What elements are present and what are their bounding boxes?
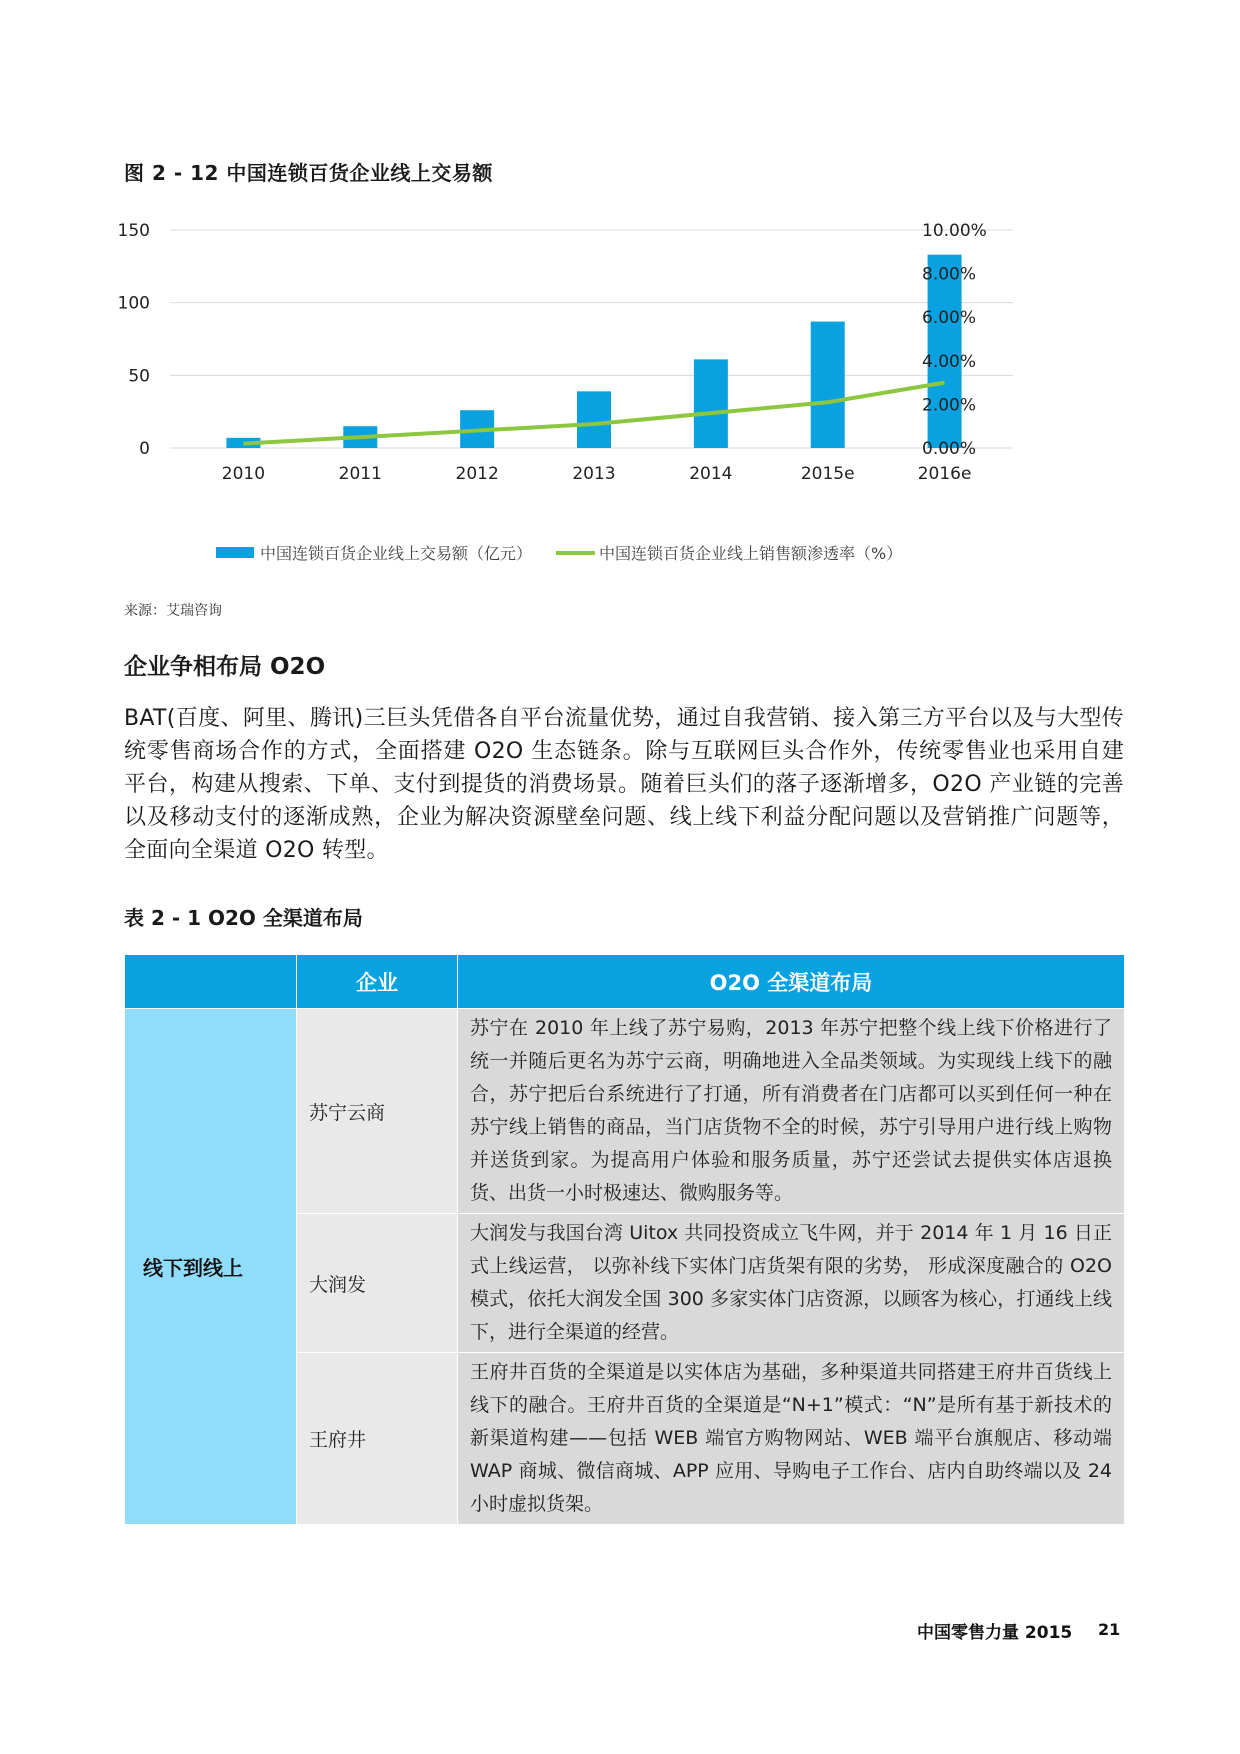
legend-bar-swatch <box>216 547 254 558</box>
description-cell: 王府井百货的全渠道是以实体店为基础，多种渠道共同搭建王府井百货线上线下的融合。王府井百货的全渠道是“N+1”模式：“N”是所有基于新技术的新渠道构建——包括 WEB 端官方购物网站、WEB 端平台旗舰店、移动端 WAP 商城、微信商城、APP 应用、导购电子工作台、店内自助终端以及 24 小时虚拟货架。 <box>458 1353 1125 1525</box>
header-company: 企业 <box>297 955 458 1009</box>
description-cell: 苏宁在 2010 年上线了苏宁易购，2013 年苏宁把整个线上线下价格进行了统一并随后更名为苏宁云商，明确地进入全品类领域。为实现线上线下的融合，苏宁把后台系统进行了打通，所有消费者在门店都可以买到任何一种在苏宁线上销售的商品，当门店货物不全的时候，苏宁引导用户进行线上购物并送货到家。为提高用户体验和服务质量，苏宁还尝试去提供实体店退换货、出货一小时极速达、微购服务等。 <box>458 1009 1125 1214</box>
y-right-tick-label: 8.00% <box>922 264 977 285</box>
section-heading: 企业争相布局 O2O <box>124 654 326 680</box>
x-tick-label: 2016e <box>917 464 972 484</box>
y-left-tick-label: 50 <box>128 366 150 387</box>
bar-series <box>226 255 961 448</box>
bar <box>577 391 611 448</box>
company-cell: 王府井 <box>297 1353 458 1525</box>
company-cell: 苏宁云商 <box>297 1009 458 1214</box>
x-tick-label: 2014 <box>689 464 733 484</box>
y-right-tick-label: 0.00% <box>922 439 977 459</box>
x-axis-ticks <box>222 464 972 484</box>
y-left-tick-label: 100 <box>117 293 150 314</box>
y-right-tick-label: 6.00% <box>922 308 977 329</box>
y-left-tick-label: 150 <box>117 221 150 241</box>
table-title: 表 2 - 1 O2O 全渠道布局 <box>124 906 363 930</box>
body-paragraph: BAT(百度、阿里、腾讯)三巨头凭借各自平台流量优势，通过自我营销、接入第三方平台以及与大型传统零售商场合作的方式，全面搭建 O2O 生态链条。除与互联网巨头合作外，传统零售业也采用自建平台，构建从搜索、下单、支付到提货的消费场景。随着巨头们的落子逐渐增多，O2O 产业链的完善以及移动支付的逐渐成熟，企业为解决资源壁垒问题、线上线下利益分配问题以及营销推广问题等，全面向全渠道 O2O 转型。 <box>124 706 1124 863</box>
y-right-tick-label: 2.00% <box>922 395 977 416</box>
x-tick-label: 2015e <box>800 464 855 484</box>
header-category <box>125 955 297 1009</box>
o2o-channel-table <box>124 954 1125 1525</box>
chart-source: 来源：艾瑞咨询 <box>124 603 222 619</box>
legend-line-label: 中国连锁百货企业线上销售额渗透率（%） <box>599 544 903 563</box>
y-left-tick-label: 0 <box>139 439 150 459</box>
x-tick-label: 2010 <box>221 464 266 484</box>
legend-bar-label: 中国连锁百货企业线上交易额（亿元） <box>260 544 533 563</box>
category-cell: 线下到线上 <box>125 1009 297 1525</box>
description-cell: 大润发与我国台湾 Uitox 共同投资成立飞牛网，并于 2014 年 1 月 16 日正式上线运营， 以弥补线下实体门店货架有限的劣势， 形成深度融合的 O2O 模式，依托大润发全国 300 多家实体门店资源，以顾客为核心，打通线上线下，进行全渠道的经营。 <box>458 1214 1125 1353</box>
x-tick-label: 2012 <box>455 464 499 484</box>
y-right-tick-label: 10.00% <box>922 221 987 241</box>
page-number: 21 <box>1098 1620 1121 1639</box>
left-axis-ticks <box>118 221 150 459</box>
x-tick-label: 2011 <box>338 464 382 484</box>
footer-title: 中国零售力量 2015 <box>917 1623 1073 1643</box>
company-cell: 大润发 <box>297 1214 458 1353</box>
table-row <box>125 1009 1125 1214</box>
bar <box>694 359 728 448</box>
figure-title: 图 2 - 12 中国连锁百货企业线上交易额 <box>124 161 493 185</box>
bar <box>811 322 845 448</box>
x-tick-label: 2013 <box>572 464 616 484</box>
header-layout: O2O 全渠道布局 <box>458 955 1125 1009</box>
table-header-row <box>125 955 1125 1009</box>
chart <box>110 205 1110 590</box>
y-right-tick-label: 4.00% <box>922 351 977 372</box>
